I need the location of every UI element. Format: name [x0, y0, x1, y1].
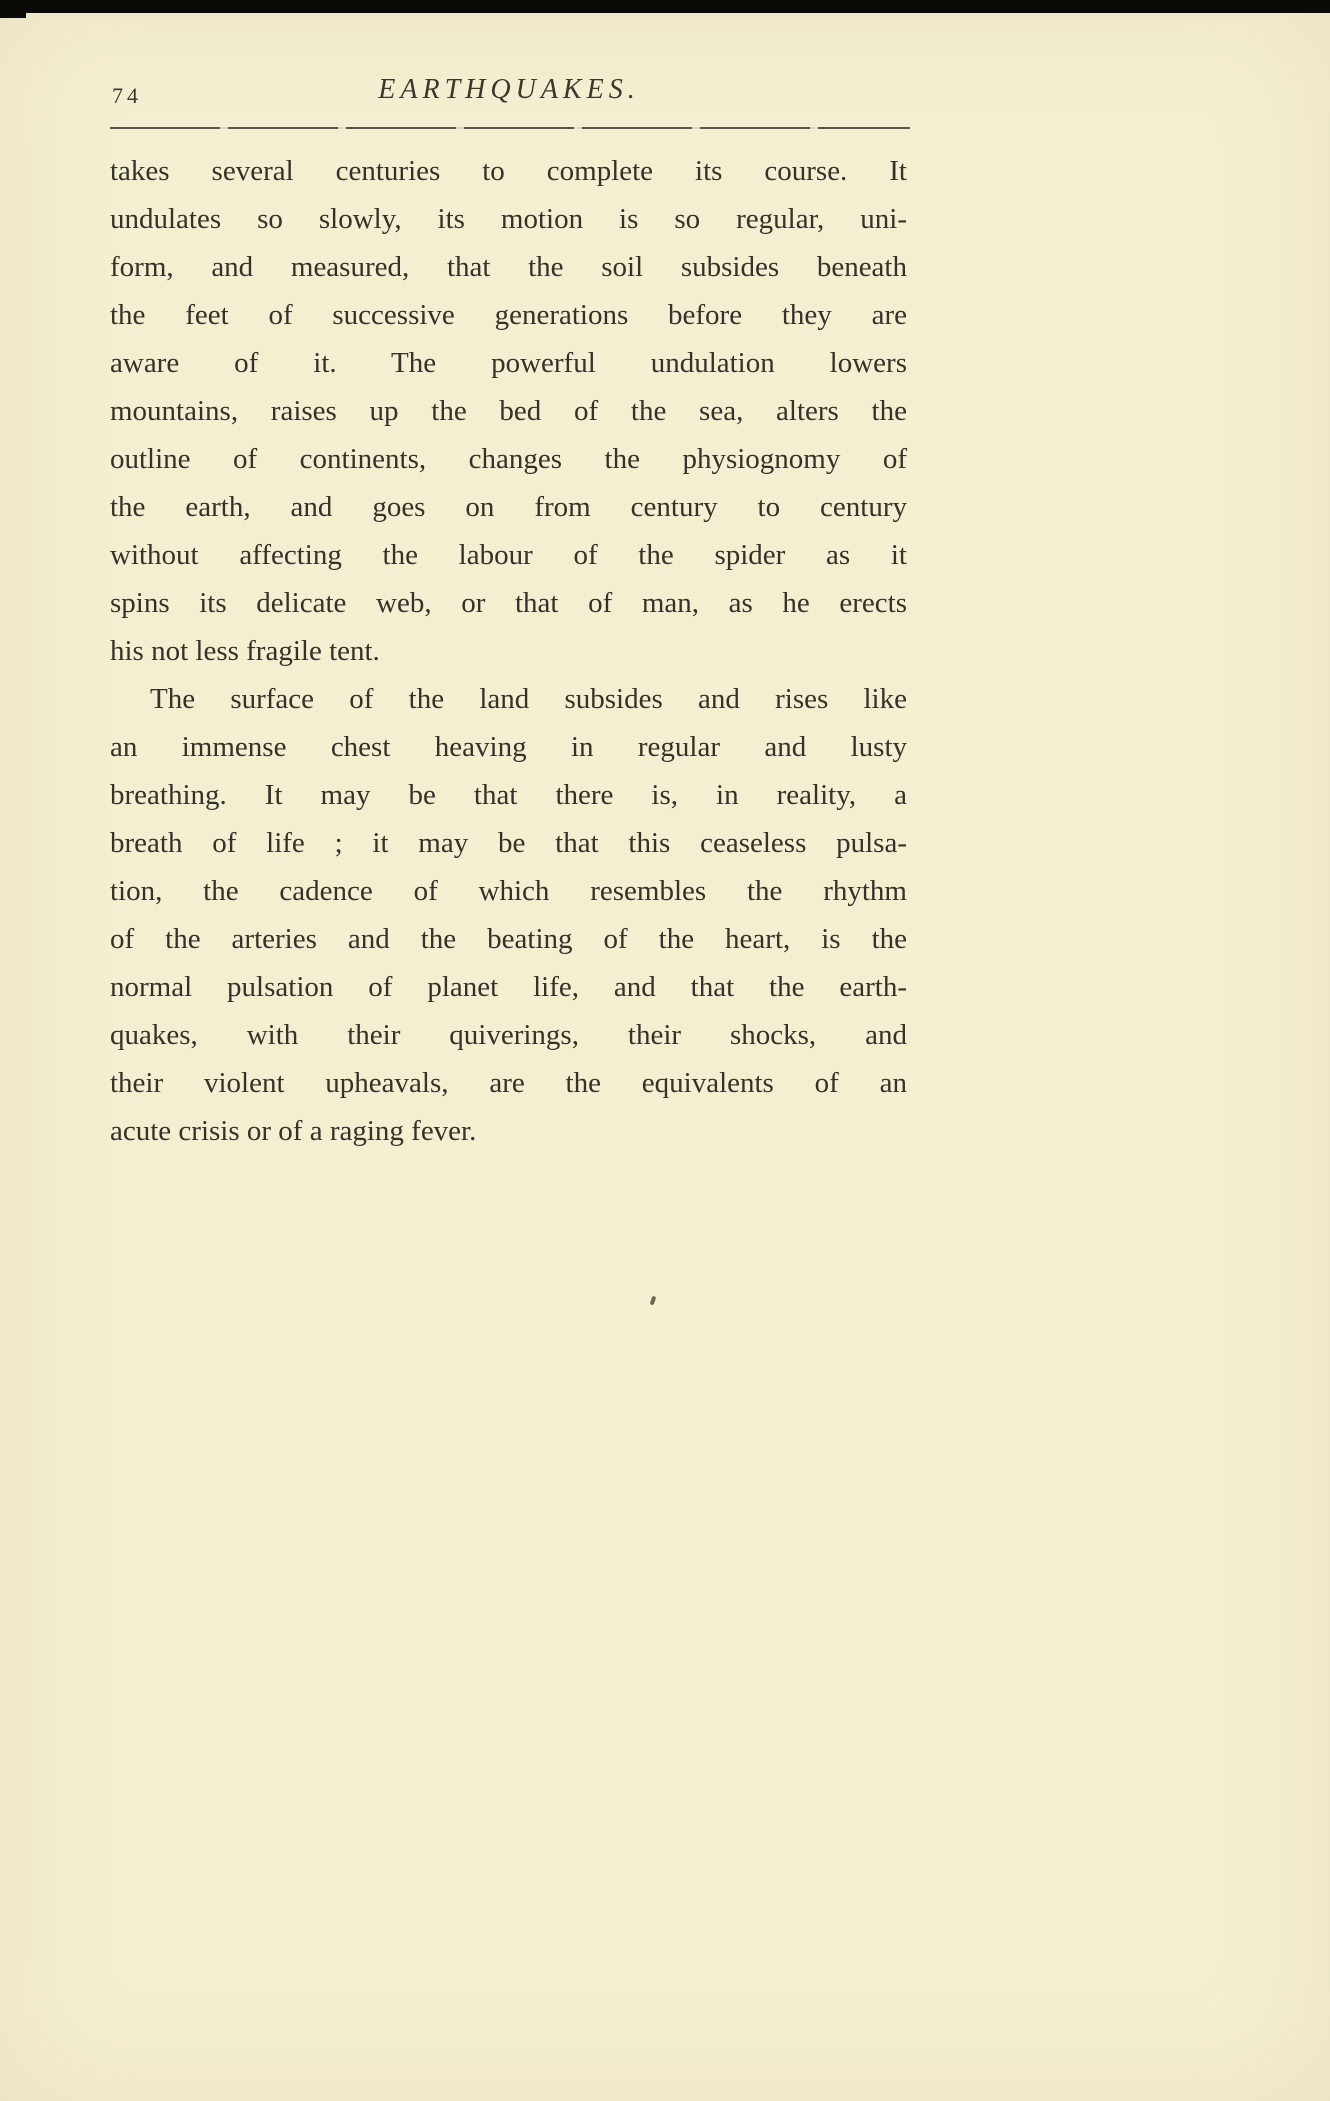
text-line: quakes, with their quiverings, their shocks, and: [110, 1019, 907, 1051]
page-number: 74: [112, 83, 142, 108]
text-line: without affecting the labour of the spider as it: [110, 539, 907, 571]
header-rule: [110, 127, 910, 129]
text-line: acute crisis or of a raging fever.: [110, 1115, 477, 1147]
ink-speck: [650, 1296, 657, 1306]
text-line: mountains, raises up the bed of the sea, alters the: [110, 395, 907, 427]
text-line: an immense chest heaving in regular and lusty: [110, 731, 907, 763]
text-line: the feet of successive generations before they are: [110, 299, 907, 331]
text-line: takes several centuries to complete its course. It: [110, 155, 907, 187]
text-line: form, and measured, that the soil subsides beneath: [110, 251, 907, 283]
scan-top-edge: [0, 0, 1330, 13]
text-line: normal pulsation of planet life, and that the earth-: [110, 971, 907, 1003]
text-line: their violent upheavals, are the equivalents of an: [110, 1067, 907, 1099]
text-line: breathing. It may be that there is, in reality, a: [110, 779, 907, 811]
text-line: of the arteries and the beating of the heart, is the: [110, 923, 907, 955]
page-header: [110, 74, 908, 120]
text-line: the earth, and goes on from century to century: [110, 491, 907, 523]
text-line: breath of life ; it may be that this ceaseless pulsa-: [110, 827, 907, 859]
text-line: The surface of the land subsides and rises like: [150, 683, 907, 715]
text-line: spins its delicate web, or that of man, as he erects: [110, 587, 907, 619]
running-title: EARTHQUAKES.: [378, 74, 640, 105]
page-body: [110, 147, 907, 1155]
text-line: his not less fragile tent.: [110, 635, 380, 667]
text-line: aware of it. The powerful undulation lowers: [110, 347, 907, 379]
text-line: outline of continents, changes the physiognomy of: [110, 443, 907, 475]
text-line: undulates so slowly, its motion is so regular, uni-: [110, 203, 907, 235]
text-line: tion, the cadence of which resembles the rhythm: [110, 875, 907, 907]
